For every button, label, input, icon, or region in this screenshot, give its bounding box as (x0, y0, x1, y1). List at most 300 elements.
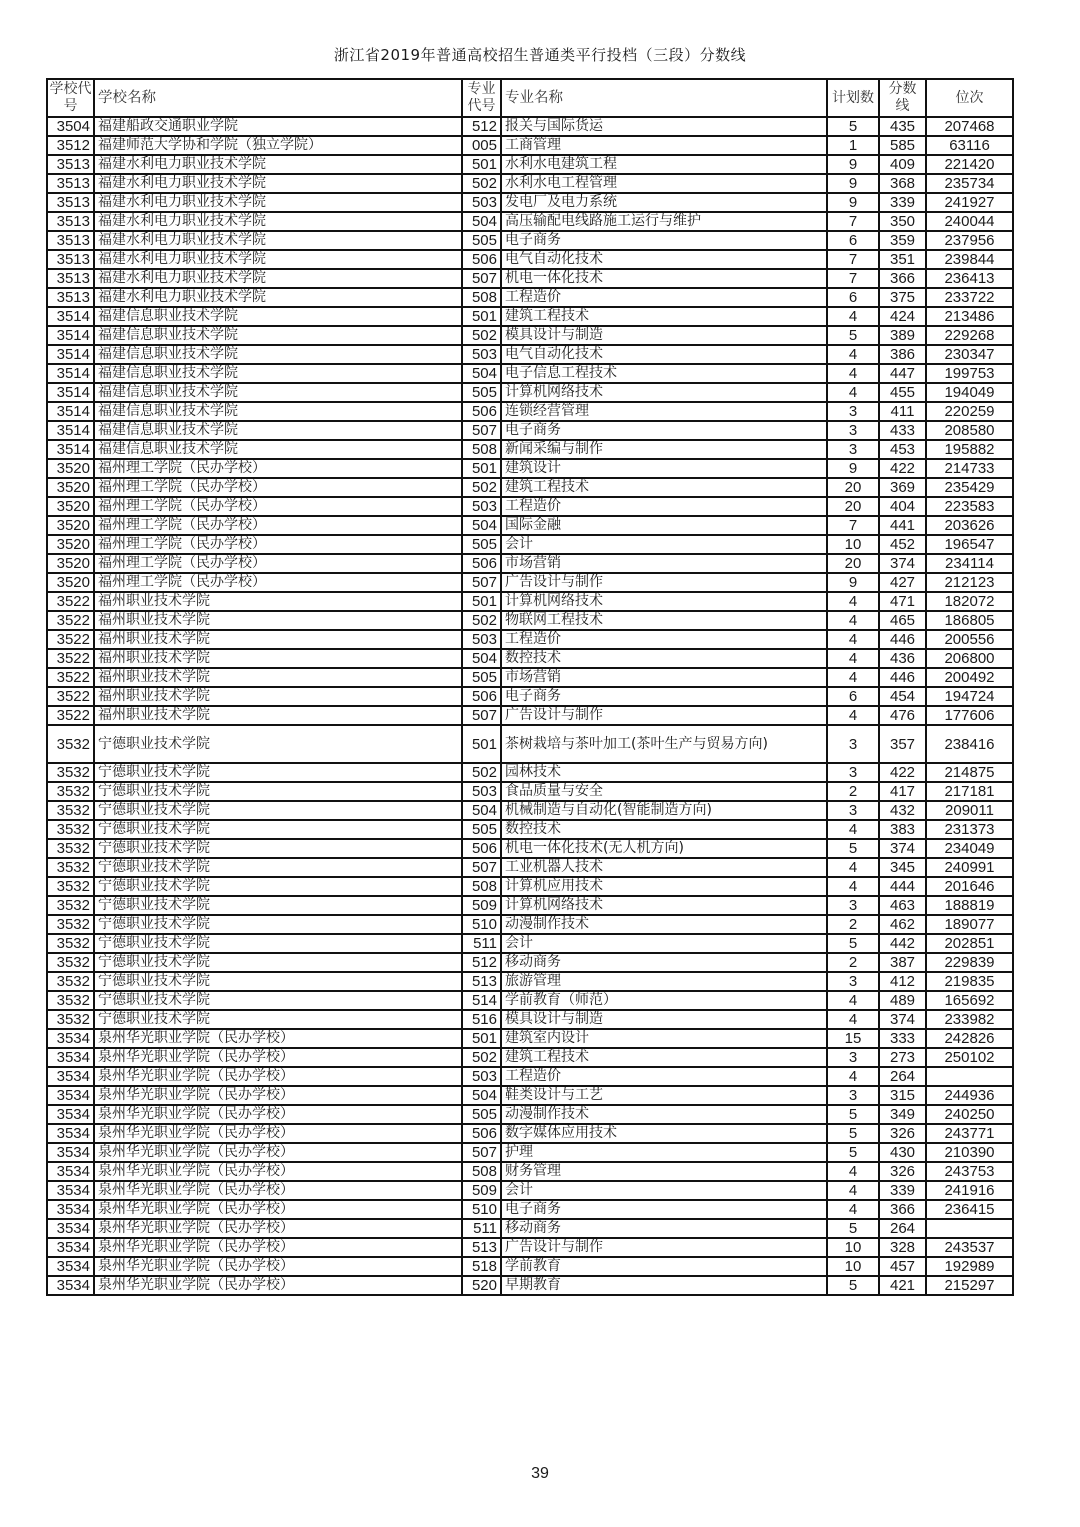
major-code-cell: 507 (462, 421, 501, 440)
score-cell: 357 (879, 725, 926, 763)
school-code-cell: 3520 (47, 478, 94, 497)
major-code-cell: 502 (462, 174, 501, 193)
major-code-cell: 501 (462, 1029, 501, 1048)
table-row (47, 649, 1013, 668)
major-code-cell: 506 (462, 554, 501, 573)
major-name-cell: 电子商务 (501, 231, 827, 250)
school-name-cell: 福建师范大学协和学院（独立学院） (94, 136, 462, 155)
plan-cell: 2 (827, 782, 879, 801)
major-name-cell: 计算机网络技术 (501, 383, 827, 402)
major-name-cell: 电子商务 (501, 687, 827, 706)
rank-cell: 234114 (926, 554, 1013, 573)
major-code-cell: 518 (462, 1257, 501, 1276)
rank-cell: 234049 (926, 839, 1013, 858)
major-code-cell: 501 (462, 725, 501, 763)
table-row (47, 1029, 1013, 1048)
school-name-cell: 福州职业技术学院 (94, 687, 462, 706)
table-row (47, 1162, 1013, 1181)
table-row (47, 706, 1013, 725)
school-code-cell: 3522 (47, 687, 94, 706)
major-code-cell: 510 (462, 1200, 501, 1219)
school-code-cell: 3522 (47, 706, 94, 725)
major-name-cell: 工程造价 (501, 630, 827, 649)
plan-cell: 3 (827, 801, 879, 820)
school-name-cell: 福建信息职业技术学院 (94, 421, 462, 440)
rank-cell: 212123 (926, 573, 1013, 592)
school-code-cell: 3532 (47, 972, 94, 991)
major-code-cell: 503 (462, 1067, 501, 1086)
score-cell: 409 (879, 155, 926, 174)
plan-cell: 3 (827, 896, 879, 915)
school-name-cell: 福建信息职业技术学院 (94, 383, 462, 402)
score-cell: 389 (879, 326, 926, 345)
header-score: 分数线 (879, 79, 926, 117)
school-code-cell: 3532 (47, 991, 94, 1010)
plan-cell: 3 (827, 972, 879, 991)
plan-cell: 7 (827, 269, 879, 288)
school-name-cell: 福建水利电力职业技术学院 (94, 174, 462, 193)
school-code-cell: 3532 (47, 782, 94, 801)
school-name-cell: 宁德职业技术学院 (94, 801, 462, 820)
school-code-cell: 3514 (47, 383, 94, 402)
plan-cell: 9 (827, 459, 879, 478)
rank-cell: 207468 (926, 117, 1013, 136)
plan-cell: 4 (827, 649, 879, 668)
table-row (47, 1143, 1013, 1162)
major-code-cell: 503 (462, 345, 501, 364)
school-code-cell: 3534 (47, 1219, 94, 1238)
major-name-cell: 数控技术 (501, 649, 827, 668)
school-code-cell: 3514 (47, 307, 94, 326)
score-cell: 422 (879, 459, 926, 478)
plan-cell: 10 (827, 535, 879, 554)
school-code-cell: 3534 (47, 1276, 94, 1295)
school-code-cell: 3534 (47, 1162, 94, 1181)
score-cell: 421 (879, 1276, 926, 1295)
school-name-cell: 福建水利电力职业技术学院 (94, 212, 462, 231)
plan-cell: 4 (827, 1067, 879, 1086)
school-name-cell: 宁德职业技术学院 (94, 763, 462, 782)
major-code-cell: 507 (462, 269, 501, 288)
major-name-cell: 水利水电工程管理 (501, 174, 827, 193)
table-row (47, 136, 1013, 155)
rank-cell: 240991 (926, 858, 1013, 877)
table-row (47, 1181, 1013, 1200)
school-name-cell: 宁德职业技术学院 (94, 953, 462, 972)
school-code-cell: 3534 (47, 1105, 94, 1124)
table-row (47, 896, 1013, 915)
major-name-cell: 电子商务 (501, 421, 827, 440)
school-code-cell: 3522 (47, 668, 94, 687)
major-name-cell: 机械制造与自动化(智能制造方向) (501, 801, 827, 820)
major-name-cell: 模具设计与制造 (501, 1010, 827, 1029)
major-name-cell: 电气自动化技术 (501, 345, 827, 364)
plan-cell: 5 (827, 1143, 879, 1162)
plan-cell: 6 (827, 288, 879, 307)
rank-cell: 192989 (926, 1257, 1013, 1276)
table-row (47, 877, 1013, 896)
school-code-cell: 3532 (47, 896, 94, 915)
school-name-cell: 泉州华光职业学院（民办学校） (94, 1276, 462, 1295)
rank-cell: 219835 (926, 972, 1013, 991)
school-code-cell: 3534 (47, 1238, 94, 1257)
major-name-cell: 建筑工程技术 (501, 478, 827, 497)
school-code-cell: 3532 (47, 953, 94, 972)
rank-cell: 63116 (926, 136, 1013, 155)
major-code-cell: 506 (462, 839, 501, 858)
rank-cell: 206800 (926, 649, 1013, 668)
plan-cell: 4 (827, 307, 879, 326)
table-row (47, 1105, 1013, 1124)
school-name-cell: 福州职业技术学院 (94, 668, 462, 687)
table-row (47, 535, 1013, 554)
school-code-cell: 3513 (47, 193, 94, 212)
plan-cell: 20 (827, 554, 879, 573)
major-code-cell: 501 (462, 459, 501, 478)
school-name-cell: 福州理工学院（民办学校） (94, 497, 462, 516)
school-code-cell: 3513 (47, 231, 94, 250)
school-name-cell: 福州理工学院（民办学校） (94, 573, 462, 592)
major-name-cell: 水利水电建筑工程 (501, 155, 827, 174)
school-name-cell: 福州职业技术学院 (94, 649, 462, 668)
table-row (47, 402, 1013, 421)
score-cell: 386 (879, 345, 926, 364)
school-name-cell: 宁德职业技术学院 (94, 820, 462, 839)
table-row (47, 1010, 1013, 1029)
score-cell: 476 (879, 706, 926, 725)
score-cell: 447 (879, 364, 926, 383)
rank-cell: 210390 (926, 1143, 1013, 1162)
table-row (47, 307, 1013, 326)
school-name-cell: 泉州华光职业学院（民办学校） (94, 1238, 462, 1257)
school-code-cell: 3532 (47, 1010, 94, 1029)
plan-cell: 4 (827, 630, 879, 649)
plan-cell: 6 (827, 231, 879, 250)
school-name-cell: 福建信息职业技术学院 (94, 307, 462, 326)
school-code-cell: 3532 (47, 763, 94, 782)
score-cell: 333 (879, 1029, 926, 1048)
plan-cell: 2 (827, 915, 879, 934)
major-name-cell: 工程造价 (501, 497, 827, 516)
major-code-cell: 501 (462, 307, 501, 326)
rank-cell: 241916 (926, 1181, 1013, 1200)
score-cell: 427 (879, 573, 926, 592)
school-name-cell: 泉州华光职业学院（民办学校） (94, 1048, 462, 1067)
school-code-cell: 3534 (47, 1124, 94, 1143)
score-cell: 374 (879, 554, 926, 573)
major-code-cell: 503 (462, 630, 501, 649)
plan-cell: 3 (827, 763, 879, 782)
school-code-cell: 3514 (47, 440, 94, 459)
rank-cell: 242826 (926, 1029, 1013, 1048)
school-code-cell: 3522 (47, 611, 94, 630)
header-major-name: 专业名称 (501, 79, 827, 117)
table-row (47, 1048, 1013, 1067)
major-code-cell: 507 (462, 573, 501, 592)
plan-cell: 4 (827, 820, 879, 839)
rank-cell: 223583 (926, 497, 1013, 516)
rank-cell: 243537 (926, 1238, 1013, 1257)
table-row (47, 858, 1013, 877)
school-code-cell: 3534 (47, 1029, 94, 1048)
major-code-cell: 503 (462, 497, 501, 516)
table-row (47, 440, 1013, 459)
score-cell: 465 (879, 611, 926, 630)
rank-cell: 217181 (926, 782, 1013, 801)
score-cell: 359 (879, 231, 926, 250)
major-name-cell: 建筑工程技术 (501, 307, 827, 326)
score-cell: 349 (879, 1105, 926, 1124)
score-cell: 326 (879, 1124, 926, 1143)
school-code-cell: 3534 (47, 1067, 94, 1086)
rank-cell: 209011 (926, 801, 1013, 820)
major-code-cell: 507 (462, 858, 501, 877)
school-code-cell: 3520 (47, 459, 94, 478)
rank-cell: 195882 (926, 440, 1013, 459)
major-code-cell: 505 (462, 231, 501, 250)
major-name-cell: 连锁经营管理 (501, 402, 827, 421)
school-code-cell: 3514 (47, 421, 94, 440)
school-code-cell: 3513 (47, 250, 94, 269)
school-name-cell: 泉州华光职业学院（民办学校） (94, 1219, 462, 1238)
school-name-cell: 泉州华光职业学院（民办学校） (94, 1181, 462, 1200)
school-name-cell: 宁德职业技术学院 (94, 1010, 462, 1029)
score-cell: 463 (879, 896, 926, 915)
school-code-cell: 3522 (47, 649, 94, 668)
school-code-cell: 3532 (47, 858, 94, 877)
major-code-cell: 502 (462, 326, 501, 345)
school-name-cell: 福州理工学院（民办学校） (94, 478, 462, 497)
plan-cell: 4 (827, 858, 879, 877)
school-code-cell: 3513 (47, 288, 94, 307)
school-name-cell: 福建船政交通职业学院 (94, 117, 462, 136)
score-cell: 424 (879, 307, 926, 326)
rank-cell: 250102 (926, 1048, 1013, 1067)
school-name-cell: 宁德职业技术学院 (94, 725, 462, 763)
score-cell: 350 (879, 212, 926, 231)
major-code-cell: 513 (462, 972, 501, 991)
table-row (47, 516, 1013, 535)
table-row (47, 953, 1013, 972)
table-row (47, 155, 1013, 174)
rank-cell: 201646 (926, 877, 1013, 896)
school-name-cell: 宁德职业技术学院 (94, 991, 462, 1010)
rank-cell: 229268 (926, 326, 1013, 345)
major-code-cell: 504 (462, 801, 501, 820)
rank-cell: 236413 (926, 269, 1013, 288)
school-code-cell: 3534 (47, 1181, 94, 1200)
school-name-cell: 宁德职业技术学院 (94, 896, 462, 915)
major-code-cell: 507 (462, 706, 501, 725)
plan-cell: 4 (827, 364, 879, 383)
major-name-cell: 数字媒体应用技术 (501, 1124, 827, 1143)
school-code-cell: 3513 (47, 212, 94, 231)
rank-cell: 203626 (926, 516, 1013, 535)
rank-cell: 189077 (926, 915, 1013, 934)
major-code-cell: 503 (462, 782, 501, 801)
major-name-cell: 动漫制作技术 (501, 1105, 827, 1124)
rank-cell: 177606 (926, 706, 1013, 725)
major-name-cell: 广告设计与制作 (501, 573, 827, 592)
plan-cell: 9 (827, 174, 879, 193)
rank-cell: 188819 (926, 896, 1013, 915)
major-name-cell: 移动商务 (501, 953, 827, 972)
major-name-cell: 发电厂及电力系统 (501, 193, 827, 212)
major-name-cell: 旅游管理 (501, 972, 827, 991)
rank-cell: 182072 (926, 592, 1013, 611)
score-cell: 264 (879, 1067, 926, 1086)
school-name-cell: 福建水利电力职业技术学院 (94, 193, 462, 212)
score-cell: 339 (879, 193, 926, 212)
major-code-cell: 504 (462, 1086, 501, 1105)
major-code-cell: 508 (462, 1162, 501, 1181)
table-row (47, 1086, 1013, 1105)
rank-cell: 237956 (926, 231, 1013, 250)
school-name-cell: 泉州华光职业学院（民办学校） (94, 1257, 462, 1276)
score-cell: 374 (879, 839, 926, 858)
school-name-cell: 福州职业技术学院 (94, 592, 462, 611)
score-cell: 433 (879, 421, 926, 440)
plan-cell: 20 (827, 478, 879, 497)
rank-cell (926, 1219, 1013, 1238)
table-row (47, 1276, 1013, 1295)
plan-cell: 3 (827, 421, 879, 440)
major-code-cell: 504 (462, 364, 501, 383)
rank-cell: 240250 (926, 1105, 1013, 1124)
rank-cell: 243771 (926, 1124, 1013, 1143)
major-name-cell: 学前教育（师范） (501, 991, 827, 1010)
major-code-cell: 520 (462, 1276, 501, 1295)
table-row (47, 212, 1013, 231)
major-code-cell: 503 (462, 193, 501, 212)
header-school-name: 学校名称 (94, 79, 462, 117)
score-cell: 457 (879, 1257, 926, 1276)
table-row (47, 250, 1013, 269)
major-code-cell: 501 (462, 592, 501, 611)
plan-cell: 7 (827, 516, 879, 535)
header-major-code: 专业代号 (462, 79, 501, 117)
score-cell: 435 (879, 117, 926, 136)
score-cell: 444 (879, 877, 926, 896)
table-row (47, 174, 1013, 193)
school-name-cell: 福州职业技术学院 (94, 706, 462, 725)
rank-cell: 208580 (926, 421, 1013, 440)
score-cell: 387 (879, 953, 926, 972)
major-name-cell: 食品质量与安全 (501, 782, 827, 801)
school-name-cell: 宁德职业技术学院 (94, 839, 462, 858)
major-code-cell: 505 (462, 820, 501, 839)
rank-cell: 221420 (926, 155, 1013, 174)
major-name-cell: 计算机网络技术 (501, 592, 827, 611)
school-code-cell: 3520 (47, 497, 94, 516)
rank-cell: 200492 (926, 668, 1013, 687)
school-name-cell: 福州职业技术学院 (94, 630, 462, 649)
rank-cell: 235429 (926, 478, 1013, 497)
rank-cell (926, 1067, 1013, 1086)
plan-cell: 10 (827, 1257, 879, 1276)
table-row (47, 801, 1013, 820)
table-row (47, 364, 1013, 383)
plan-cell: 7 (827, 212, 879, 231)
major-code-cell: 502 (462, 1048, 501, 1067)
school-name-cell: 福建水利电力职业技术学院 (94, 231, 462, 250)
major-code-cell: 512 (462, 117, 501, 136)
score-cell: 471 (879, 592, 926, 611)
rank-cell: 194049 (926, 383, 1013, 402)
table-row (47, 1219, 1013, 1238)
plan-cell: 4 (827, 706, 879, 725)
rank-cell: 239844 (926, 250, 1013, 269)
major-code-cell: 505 (462, 535, 501, 554)
table-row (47, 611, 1013, 630)
plan-cell: 4 (827, 991, 879, 1010)
school-code-cell: 3514 (47, 364, 94, 383)
plan-cell: 4 (827, 1162, 879, 1181)
score-cell: 264 (879, 1219, 926, 1238)
score-cell: 368 (879, 174, 926, 193)
rank-cell: 186805 (926, 611, 1013, 630)
major-code-cell: 509 (462, 896, 501, 915)
rank-cell: 240044 (926, 212, 1013, 231)
table-row (47, 630, 1013, 649)
rank-cell: 235734 (926, 174, 1013, 193)
table-row (47, 231, 1013, 250)
rank-cell: 202851 (926, 934, 1013, 953)
score-cell: 328 (879, 1238, 926, 1257)
score-cell: 375 (879, 288, 926, 307)
plan-cell: 5 (827, 839, 879, 858)
score-cell: 432 (879, 801, 926, 820)
rank-cell: 214733 (926, 459, 1013, 478)
plan-cell: 5 (827, 326, 879, 345)
school-code-cell: 3532 (47, 934, 94, 953)
plan-cell: 5 (827, 1276, 879, 1295)
major-code-cell: 505 (462, 1105, 501, 1124)
table-row (47, 592, 1013, 611)
major-code-cell: 501 (462, 155, 501, 174)
rank-cell: 165692 (926, 991, 1013, 1010)
rank-cell: 241927 (926, 193, 1013, 212)
score-cell: 366 (879, 269, 926, 288)
table-row (47, 991, 1013, 1010)
table-row (47, 421, 1013, 440)
school-name-cell: 泉州华光职业学院（民办学校） (94, 1067, 462, 1086)
school-name-cell: 福州理工学院（民办学校） (94, 535, 462, 554)
major-name-cell: 茶树栽培与茶叶加工(茶叶生产与贸易方向) (501, 725, 827, 763)
score-cell: 412 (879, 972, 926, 991)
plan-cell: 4 (827, 592, 879, 611)
major-name-cell: 电子商务 (501, 1200, 827, 1219)
table-header-row (47, 79, 1013, 117)
rank-cell: 238416 (926, 725, 1013, 763)
header-school-code: 学校代号 (47, 79, 94, 117)
score-cell: 366 (879, 1200, 926, 1219)
major-name-cell: 会计 (501, 934, 827, 953)
major-name-cell: 电气自动化技术 (501, 250, 827, 269)
rank-cell: 196547 (926, 535, 1013, 554)
table-row (47, 763, 1013, 782)
score-cell: 273 (879, 1048, 926, 1067)
rank-cell: 200556 (926, 630, 1013, 649)
major-code-cell: 506 (462, 687, 501, 706)
major-code-cell: 502 (462, 763, 501, 782)
school-code-cell: 3534 (47, 1257, 94, 1276)
school-name-cell: 宁德职业技术学院 (94, 877, 462, 896)
major-name-cell: 机电一体化技术 (501, 269, 827, 288)
score-cell: 315 (879, 1086, 926, 1105)
major-name-cell: 鞋类设计与工艺 (501, 1086, 827, 1105)
score-cell: 411 (879, 402, 926, 421)
